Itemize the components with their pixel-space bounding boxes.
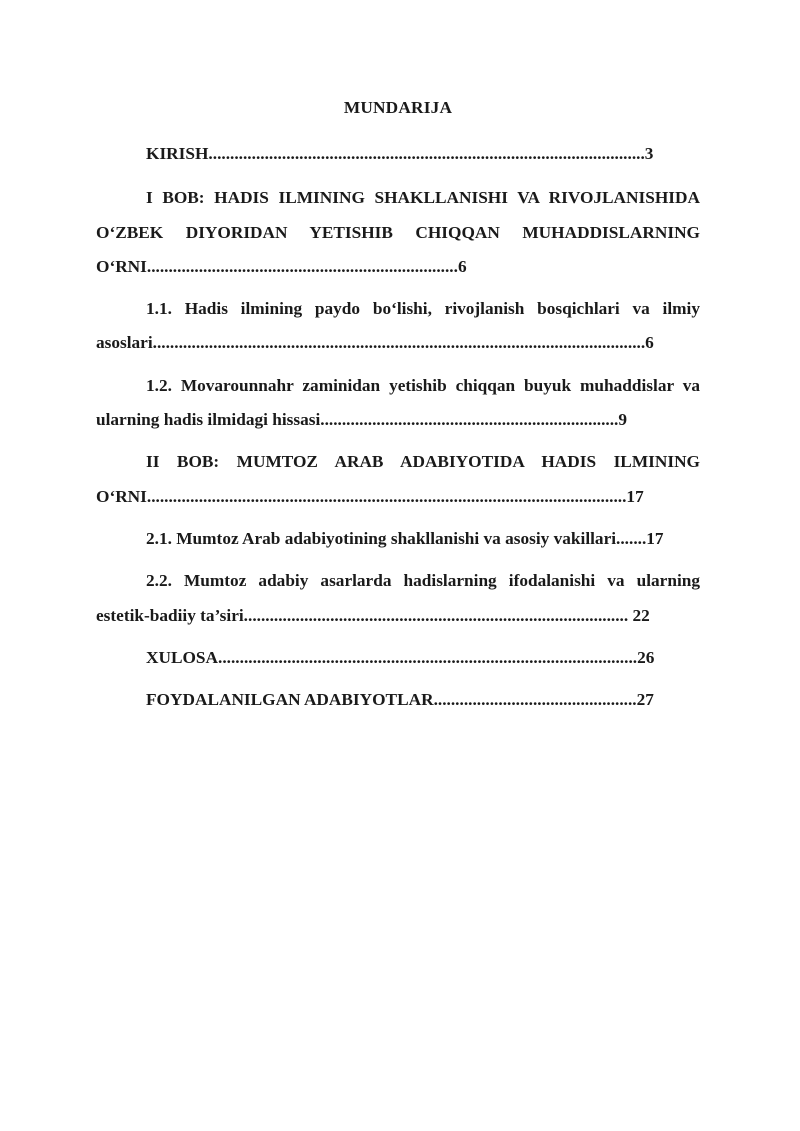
toc-entry-chapter-2: II BOB: MUMTOZ ARAB ADABIYOTIDA HADIS ILMINING O‘RNI...............................................................................................................17 [96, 452, 700, 506]
toc-entry-kirish: KIRISH.....................................................................................................3 [146, 144, 654, 163]
document-page [96, 0, 700, 725]
toc-entry-section-1-2: 1.2. Movarounnahr zaminidan yetishib chiqqan buyuk muhaddislar va ularning hadis ilmidagi hissasi.....................................................................9 [96, 375, 700, 430]
toc-entry-section-2-1: 2.1. Mumtoz Arab adabiyotining shakllanishi va asosiy vakillari.......17 [146, 528, 664, 548]
table-of-contents [96, 137, 700, 717]
toc-entry-section-1-1: 1.1. Hadis ilmining paydo bo‘lishi, rivojlanish bosqichlari va ilmiy asoslari..................................................................................................................6 [96, 299, 700, 353]
toc-entry-section-2-2: 2.2. Mumtoz adabiy asarlarda hadislarning ifodalanishi va ularning estetik-badiiy ta’siri......................................................................................... 22 [96, 571, 700, 625]
toc-entry-chapter-1: I BOB: HADIS ILMINING SHAKLLANISHI VA RIVOJLANISHIDA O‘ZBEK DIYORIDAN YETISHIB CHIQQAN MUHADDISLARNING O‘RNI........................................................................6 [96, 188, 700, 276]
page-title: MUNDARIJA [343, 98, 453, 117]
toc-entry-xulosa: XULOSA.................................................................................................26 [146, 647, 655, 667]
toc-entry-references: FOYDALANILGAN ADABIYOTLAR...............................................27 [146, 690, 654, 710]
